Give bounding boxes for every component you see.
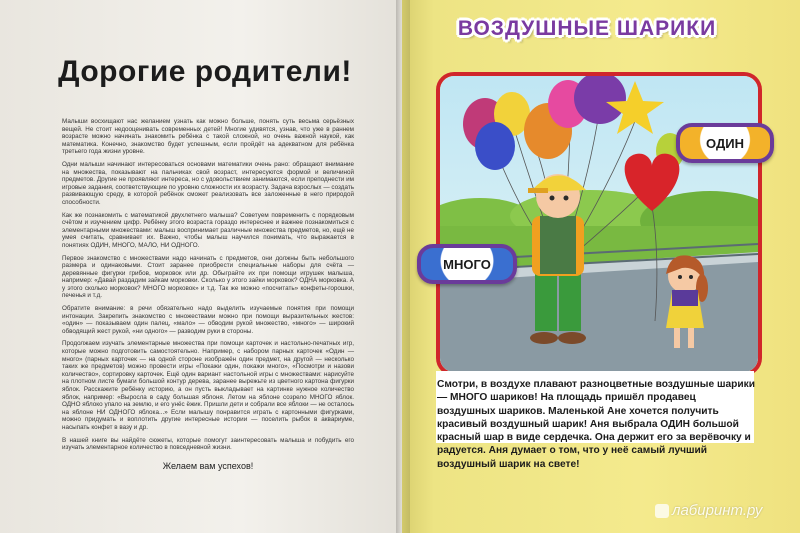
- label-many: МНОГО: [417, 244, 517, 284]
- paragraph: Как же познакомить с математикой двухлетнего малыша? Советуем повременить с порядковым счётом и изучением цифр. Ребёнку этого возраста гораздо интереснее и важнее познакомиться с элементарными множествами: малыш воспринимает различные множества предметов, но, ещё не умея считать, сравнивает их. Важно, чтобы малыш научился понимать, что выражается в понятиях ОДИН, МНОГО, МАЛО, НИ ОДНОГО.: [62, 211, 354, 249]
- balloon-icon: [475, 122, 515, 170]
- parents-text: [62, 118, 354, 457]
- paragraph: Обратите внимание: в речи обязательно надо выделить изучаемые понятия при помощи интонации. Закрепить знакомство с множествами можно при помощи выразительных жестов: «один» — показываем один палец, «мало» — обводим рукой множество, «много» — широкий обводящий жест рукой, «ни одного» — разводим руки в стороны.: [62, 305, 354, 335]
- watermark: [655, 502, 762, 519]
- watermark-text: лабиринт.ру: [672, 502, 763, 519]
- chapter-title: ВОЗДУШНЫЕ ШАРИКИ: [457, 17, 717, 40]
- paragraph: Первое знакомство с множествами надо начинать с предметов, они должны быть небольшого размера и одинаковыми. Стоит заранее приобрести специальные наборы для счёта — деревянные фигурки грибов, морковок или др. Обыграйте их при помощи игрушек малыша, например: «Давай раздадим зайкам морковки. Сколько у этого зайки морковок? ОДНА морковка. А у этого сколько морковок? МНОГО морковок» и т.д. Так же можно «посчитать» конфеты-горошки, печенья и т.д.: [62, 254, 354, 300]
- page-title: Дорогие родители!: [58, 55, 352, 88]
- illustration-art: [440, 76, 758, 372]
- paragraph: В нашей книге вы найдёте сюжеты, которые помогут заинтересовать малыша и побудить его изучать элементарное количество в повседневной жизни.: [62, 436, 354, 452]
- book-gutter: [396, 0, 410, 533]
- paragraph: Одни малыши начинают интересоваться основами математики очень рано: обращают внимание на множества, показывают на пальчиках свой возраст, интересуются формой и величиной предметов. Другие не проявляют интереса, но с удовольствием занимаются, если преподнести им игровые задания, соответствующие по уровню сложности их возрасту. Задача взрослых — создать развивающую среду, в которой ребёнок сможет реализовать все заложенные в него природой способности.: [62, 160, 354, 206]
- chapter-heading: [422, 14, 752, 54]
- balloon-illustration: [436, 72, 762, 376]
- labirint-logo-icon: [655, 504, 669, 518]
- closing-line: Желаем вам успехов!: [162, 461, 254, 471]
- paragraph: Продолжаем изучать элементарные множества при помощи карточек и настольно-печатных игр, которые можно подготовить самостоятельно. Например, с набором парных карточек «Один — много» (парных карточек — на одной стороне изображён один предмет, на другой — несколько таких же предметов) можно провести игры «Покажи один, покажи много», «Посмотри и назови количество», сортировку карточек. Ещё один вариант настольной игры с множествами: нарисуйте на плотном листе бумаги большой контур дерева, заранее вырежьте из цветного картона фигурки яблок. Расскажите ребёнку историю, а он пусть выкладывает на картинке нужное количество яблок, например: «Выросла в саду большая яблоня. Летом на яблоне созрело МНОГО яблок. ОДНО яблоко упало на землю, и его унёс ёжик. Пришли дети и собрали все яблоки — не осталось на яблоне НИ ОДНОГО яблока...» Если малышу понравится играть с картонными фигурками, можно придумать и воплотить другие интересные истории — поселить рыбок в аквариуме, насыпать конфет в вазу и др.: [62, 340, 354, 431]
- paragraph: Малыши восхищают нас желанием узнать как можно больше, понять суть весьма серьёзных вещей. Не стоит недооценивать современных детей! Многие удивятся, узнав, что уже в раннем возрасте можно начинать знакомить ребёнка с такой сложной, но очень важной наукой, как математика. Конечно, знакомство будет успешным, если пройдёт на адекватном для ребёнка третьего года жизни уровне.: [62, 118, 354, 156]
- label-one: ОДИН: [676, 123, 774, 163]
- boy-figure: [528, 174, 586, 344]
- story-text: Смотри, в воздухе плавают разноцветные воздушные шарики — МНОГО шариков! На площадь пришёл продавец воздушных шариков. Маленькой Ане хочется получить красивый воздушный шарик! Аня выбрала ОДИН большой красный шар в виде сердечка. Она держит его за верёвочку и радуется. Аня думает о том, что у неё самый лучший воздушный шарик на свете!: [437, 379, 755, 470]
